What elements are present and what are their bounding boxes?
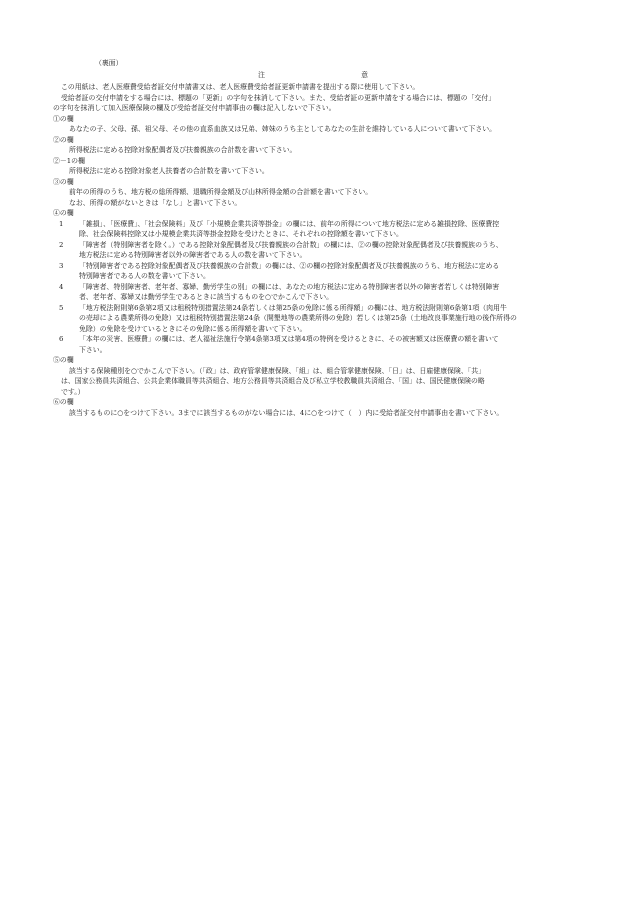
section-4-heading: ④の欄 (53, 209, 74, 217)
item-line: 除、社会保険料控除又は小規模企業共済等掛金控除を受けたときに、それぞれの控除額を書いて下さい。 (79, 230, 403, 238)
section-1-text: あなたの子、父母、孫、祖父母、その他の直系血族又は兄弟、姉妹のうち主としてあなたの生計を維持している人について書いて下さい。 (69, 125, 497, 133)
section-6-text: 該当するものに○をつけて下さい。3までに該当するものがない場合には、4に○をつけて（ ）内に受給者証交付申請事由を書いて下さい。 (69, 408, 504, 417)
page-side-label: （裏面） (95, 59, 123, 67)
item-line: 「雑損」、「医療費」、「社会保険料」及び「小規模企業共済等掛金」の欄には、前年の所得について地方税法に定める雑損控除、医療費控 (79, 219, 500, 228)
item-line: 地方税法に定める特別障害者以外の障害者である人の数を書いて下さい。 (79, 251, 307, 259)
section-2-text: 所得税法に定める控除対象配偶者及び扶養親族の合計数を書いて下さい。 (69, 146, 297, 154)
item-line: 「特別障害者である控除対象配偶者及び扶養親族の合計数」の欄には、②の欄の控除対象配偶者及び扶養親族のうち、地方税法に定める (79, 261, 500, 270)
section-2-1-heading: ②－1の欄 (53, 156, 85, 165)
notes-body (53, 82, 575, 418)
item-line: 免除）の免除を受けているときにその免除に係る所得額を書いて下さい。 (79, 324, 307, 333)
item-line: 特別障害者である人の数を書いて下さい。 (79, 272, 210, 280)
item-line: 者、老年者、寡婦又は勤労学生であるときに該当するものを○でかこんで下さい。 (79, 293, 334, 301)
section-5-heading: ⑤の欄 (53, 356, 74, 364)
section-3-text-1: 前年の所得のうち、地方税の総所得額、退職所得金額及び山林所得金額の合計額を書いて下さい。 (69, 188, 373, 196)
section-4-item (53, 261, 575, 282)
section-4-item (53, 334, 575, 355)
intro-line-3: の字句を抹消して加入医療保険の欄及び受給者証交付申請事由の欄は記入しないで下さい。 (53, 104, 336, 112)
notes-title (258, 70, 368, 81)
section-3-heading: ③の欄 (53, 177, 74, 186)
item-number: 1 (59, 219, 64, 228)
section-4-item (53, 303, 575, 335)
notes-title-left: 注 (258, 71, 265, 79)
section-2-heading: ②の欄 (53, 135, 74, 144)
section-6-heading: ⑥の欄 (53, 398, 74, 406)
item-number: 2 (59, 240, 64, 249)
section-4-item (53, 219, 575, 240)
item-number: 3 (59, 261, 64, 270)
item-number: 6 (59, 335, 64, 343)
item-number: 5 (59, 303, 64, 312)
section-5-line-1: 該当する保険種別を○でかこんで下さい。（「政」は、政府管掌健康保険、「組」は、組合管掌健康保険、「日」は、日雇健康保険、「共」 (69, 366, 485, 375)
item-line: 「障害者（特別障害者を除く。）である控除対象配偶者及び扶養親族の合計数」の欄には、②の欄の控除対象配偶者及び扶養親族のうち、 (79, 240, 503, 249)
item-line: の売却による農業所得の免除）又は租税特別措置法第24条（開墾地等の農業所得の免除）若しくは第25条（土地改良事業施行地の後作所得の (79, 314, 517, 322)
section-5-line-3: です。） (61, 387, 85, 396)
section-4-item (53, 282, 575, 303)
notes-title-right: 意 (361, 71, 368, 79)
intro-line-2: 受給者証の交付申請をする場合には、標題の「更新」の字句を抹消して下さい。また、受給者証の更新申請をする場合には、標題の「交付」 (61, 93, 496, 102)
section-5-line-2: は、国家公務員共済組合、公共企業体職員等共済組合、地方公務員等共済組合及び私立学校教職員共済組合、「国」は、国民健康保険の略 (61, 377, 485, 385)
section-4-item (53, 240, 575, 261)
section-1-heading: ①の欄 (53, 114, 74, 123)
item-number: 4 (59, 282, 64, 291)
item-line: 「地方税法附則第6条第2項又は租税特別措置法第24条若しくは第25条の免除に係る所得額」の欄には、地方税法附則第6条第1項（肉用牛 (79, 303, 507, 312)
section-3-text-2: なお、所得の額がないときは「なし」と書いて下さい。 (69, 198, 242, 207)
item-line: 「障害者、特別障害者、老年者、寡婦、勤労学生の別」の欄には、あなたの地方税法に定める特別障害者以外の障害者若しくは特別障害 (79, 282, 500, 291)
item-line: 下さい。 (79, 345, 107, 354)
item-line: 「本年の災害、医療費」の欄には、老人福祉法施行令第4条第3項又は第4項の特例を受けるときに、その被害額又は医療費の額を書いて (79, 335, 499, 343)
section-2-1-text: 所得税法に定める控除対象老人扶養者の合計数を書いて下さい。 (69, 167, 269, 175)
intro-line-1: この用紙は、老人医療費受給者証交付申請書又は、老人医療費受給者証更新申請書を提出する際に使用して下さい。 (61, 83, 420, 91)
